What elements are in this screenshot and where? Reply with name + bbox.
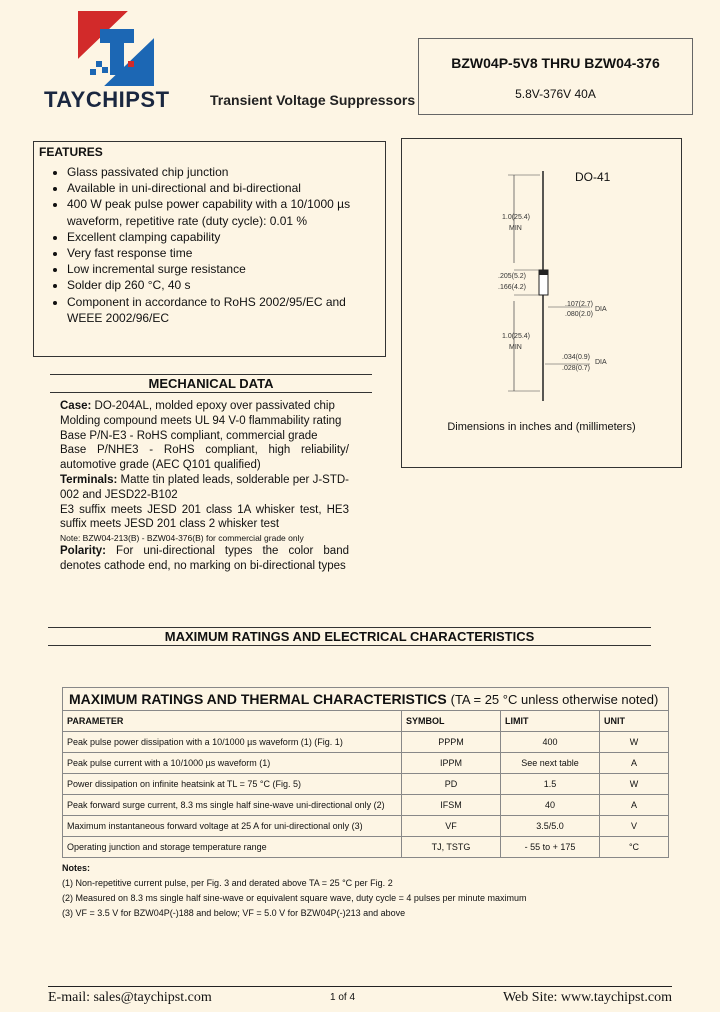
header-symbol: SYMBOL [402,711,501,732]
table-row [63,795,669,816]
taychipst-logo-icon [78,11,154,86]
dim-lead-dia-min: .028(0.7) [562,365,591,372]
row-unit: A [600,795,669,816]
row-unit: V [600,816,669,837]
table-row [63,837,669,858]
dim-lead-top-min: MIN [509,225,522,232]
feature-item: • Available in uni-directional and bi-directional [67,180,377,196]
ratings-notes [62,861,669,921]
part-range: BZW04P-5V8 THRU BZW04-376 [451,55,660,71]
mechanical-data-body [60,399,349,574]
row-limit: See next table [501,753,600,774]
feature-item: • Glass passivated chip junction [67,164,377,180]
row-parameter: Peak pulse power dissipation with a 10/1000 µs waveform (1) (Fig. 1) [63,732,402,753]
grade-note: Note: BZW04-213(B) - BZW04-376(B) for commercial grade only [60,533,304,544]
features-title: FEATURES [39,145,103,159]
features-box [33,141,386,357]
feature-item: • 400 W peak pulse power capability with a 10/1000 µs waveform, repetitive rate (duty cycle): 0.01 % [67,196,377,228]
row-parameter: Operating junction and storage temperature range [63,837,402,858]
row-parameter: Peak pulse current with a 10/1000 µs waveform (1) [63,753,402,774]
header-unit: UNIT [600,711,669,732]
case-line [60,399,349,414]
polarity-line [60,544,349,574]
dim-body-max: .205(5.2) [498,273,527,280]
package-name: DO-41 [575,170,611,184]
row-parameter: Maximum instantaneous forward voltage at 25 A for uni-directional only (3) [63,816,402,837]
table-row [63,753,669,774]
brand-name: TAYCHIPST [44,87,170,112]
row-limit: 3.5/5.0 [501,816,600,837]
table-header-row [63,711,669,732]
row-unit: W [600,774,669,795]
feature-item: • Excellent clamping capability [67,229,377,245]
row-unit: A [600,753,669,774]
table-row [63,774,669,795]
feature-item: • Very fast response time [67,245,377,261]
flammability-line: Molding compound meets UL 94 V-0 flammability rating [60,414,342,427]
table-row [63,816,669,837]
dim-body-min: .166(4.2) [498,284,527,291]
row-limit: 40 [501,795,600,816]
polarity-text: For uni-directional types the color band denotes cathode end, no marking on bi-directional types [60,545,349,572]
terminals-line [60,473,349,503]
whisker-line: E3 suffix meets JESD 201 class 1A whisker test, HE3 suffix meets JESD 201 class 2 whisker test [60,503,349,531]
row-symbol: PPPM [402,732,501,753]
row-symbol: VF [402,816,501,837]
row-symbol: PD [402,774,501,795]
row-symbol: IFSM [402,795,501,816]
dim-lead-dia-max: .034(0.9) [562,354,591,361]
footer-divider [48,986,672,987]
row-unit: °C [600,837,669,858]
feature-item: • Component in accordance to RoHS 2002/95/EC and WEEE 2002/96/EC [67,294,377,326]
dimensions-caption: Dimensions in inches and (millimeters) [447,421,636,433]
row-symbol: TJ, TSTG [402,837,501,858]
feature-item: • Low incremental surge resistance [67,261,377,277]
header-limit: LIMIT [501,711,600,732]
dim-lead-bot-min: MIN [509,344,522,351]
row-symbol: IPPM [402,753,501,774]
footer-website[interactable]: Web Site: www.taychipst.com [502,990,672,1005]
dim-lead-top: 1.0(25.4) [502,214,531,221]
row-parameter: Power dissipation on infinite heatsink at TL = 75 °C (Fig. 5) [63,774,402,795]
header-parameter: PARAMETER [63,711,402,732]
case-text: DO-204AL, molded epoxy over passivated chip [91,400,335,412]
row-parameter: Peak forward surge current, 8.3 ms single half sine-wave uni-directional only (2) [63,795,402,816]
dim-lead-dia-label: DIA [595,359,607,366]
base-e3-line: Base P/N-E3 - RoHS compliant, commercial grade [60,429,318,442]
terminals-text: Matte tin plated leads, solderable per J-STD-002 and JESD22-B102 [60,473,349,501]
row-limit: 400 [501,732,600,753]
ratings-table-subtitle: (TA = 25 °C unless otherwise noted) [450,692,659,707]
ratings-section-title: MAXIMUM RATINGS AND ELECTRICAL CHARACTERISTICS [48,627,651,646]
product-tagline: Transient Voltage Suppressors [210,92,416,108]
notes-title: Notes: [62,863,91,873]
base-he3-line: Base P/NHE3 - RoHS compliant, high reliability/ automotive grade (AEC Q101 qualified) [60,444,349,472]
feature-item: • Solder dip 260 °C, 40 s [67,277,377,293]
package-drawing-box [401,138,682,468]
ratings-table-title: MAXIMUM RATINGS AND THERMAL CHARACTERISTICS [69,691,447,707]
mechanical-data-title: MECHANICAL DATA [50,374,372,393]
dim-dia-label: DIA [595,306,607,313]
case-label: Case: [60,400,92,412]
part-number-box [418,38,693,115]
dim-lead-bot: 1.0(25.4) [502,333,531,340]
row-limit: 1.5 [501,774,600,795]
features-list [51,164,377,326]
do41-outline-diagram [402,139,681,419]
row-unit: W [600,732,669,753]
ratings-table-caption [63,688,669,711]
table-row [63,732,669,753]
note-item: (2) Measured on 8.3 ms single half sine-wave or equivalent square wave, duty cycle = 4 pulses per minute maximum [62,893,527,903]
page-number: 1 of 4 [330,992,356,1003]
footer-email[interactable]: E-mail: sales@taychipst.com [48,990,212,1005]
polarity-label: Polarity: [60,545,107,558]
note-item: (1) Non-repetitive current pulse, per Fig. 3 and derated above TA = 25 °C per Fig. 2 [62,878,393,888]
terminals-label: Terminals: [60,473,118,486]
dim-body-dia-min: .080(2.0) [565,311,594,318]
row-limit: - 55 to + 175 [501,837,600,858]
ratings-table [62,687,669,858]
note-item: (3) VF = 3.5 V for BZW04P(-)188 and below; VF = 5.0 V for BZW04P(-)213 and above [62,908,406,918]
dim-body-dia-max: .107(2.7) [565,301,594,308]
voltage-current-spec: 5.8V-376V 40A [515,87,596,101]
